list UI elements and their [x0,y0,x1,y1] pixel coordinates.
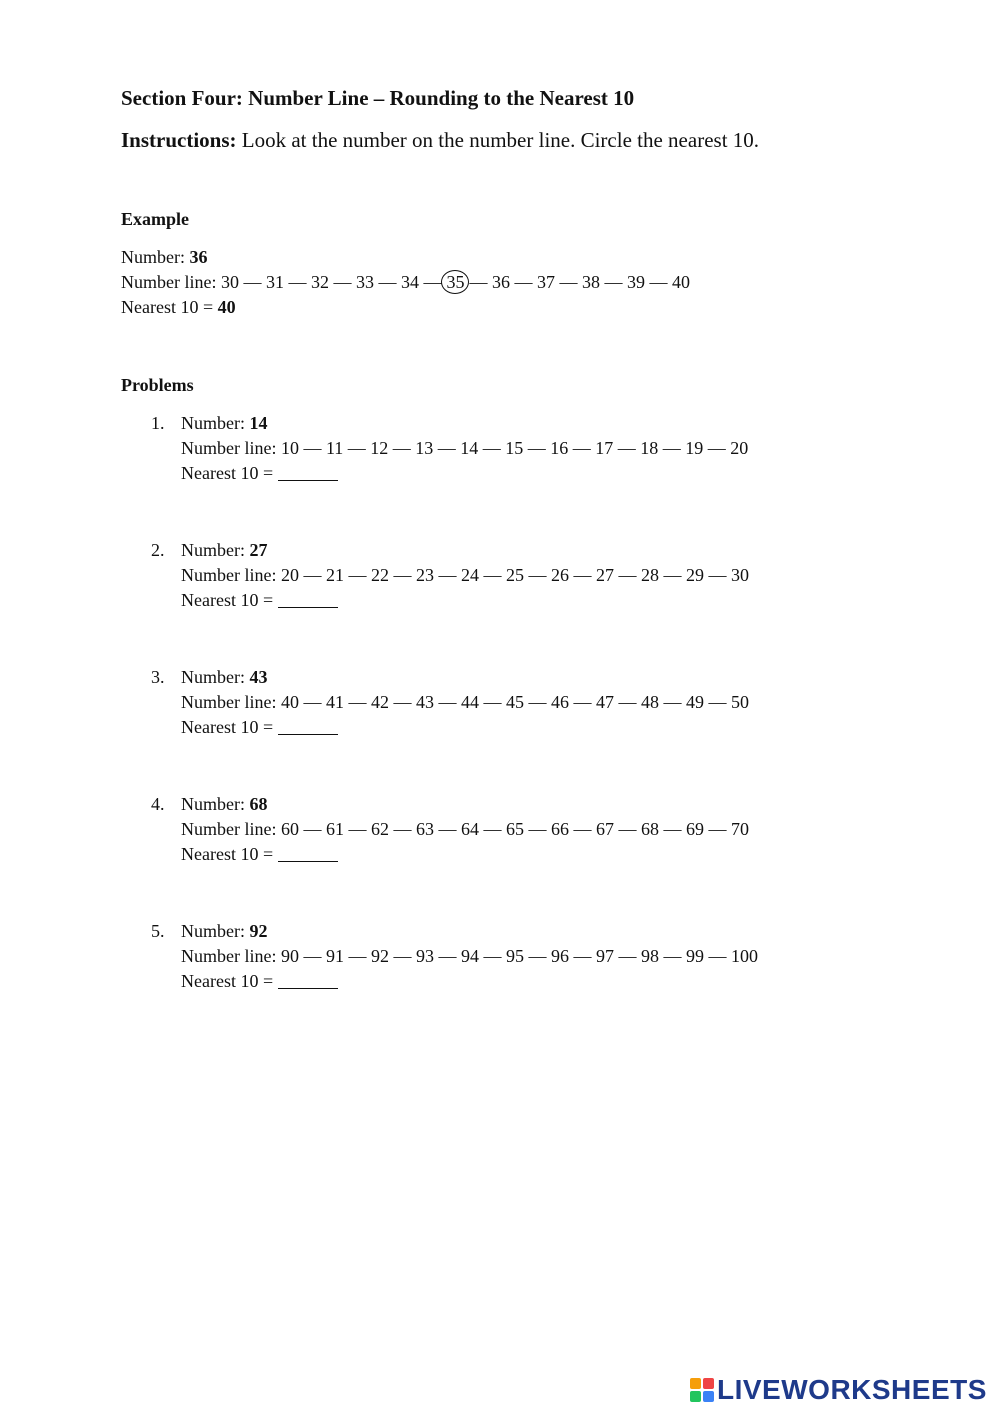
problem-number-value: 14 [249,413,268,433]
problem-number-label: Number: [181,667,250,687]
problem-number-line: Number line: 60 — 61 — 62 — 63 — 64 — 65 — 66 — 67 — 68 — 69 — 70 [181,819,749,839]
logo-grid-icon [690,1378,714,1402]
logo-text: LIVEWORKSHEETS [717,1374,987,1405]
logo-square-1 [690,1378,701,1389]
example-circled-number: 35 [441,270,469,294]
problems-heading: Problems [121,375,194,395]
problem-number-line: Number line: 90 — 91 — 92 — 93 — 94 — 95 — 96 — 97 — 98 — 99 — 100 [181,946,758,966]
section-title: Section Four: Number Line – Rounding to the Nearest 10 [121,86,635,110]
problem-index: 4. [151,794,165,814]
example-nearest-label: Nearest 10 = [121,297,218,317]
problem-number-label: Number: [181,921,250,941]
answer-blank[interactable] [278,845,338,862]
instructions-text: Look at the number on the number line. Circle the nearest 10. [236,128,760,152]
example-nearest [121,295,690,320]
problem-index: 5. [151,921,165,941]
problem-nearest-label: Nearest 10 = [181,590,278,610]
problem-1 [151,411,748,486]
problem-2 [151,538,749,613]
problem-number-line: Number line: 20 — 21 — 22 — 23 — 24 — 25 — 26 — 27 — 28 — 29 — 30 [181,565,749,585]
answer-blank[interactable] [278,464,338,481]
problem-number-label: Number: [181,540,250,560]
example-line-before: 30 — 31 — 32 — 33 — 34 — [220,272,442,292]
example-number-label: Number: [121,247,190,267]
logo-square-4 [703,1391,714,1402]
problem-number-value: 68 [249,794,268,814]
problem-4 [151,792,749,867]
problem-index: 3. [151,667,165,687]
answer-blank[interactable] [278,718,338,735]
example-number-value: 36 [189,247,208,267]
example-number-line-item [121,245,690,270]
liveworksheets-logo [690,1372,987,1408]
problem-number-line: Number line: 40 — 41 — 42 — 43 — 44 — 45 — 46 — 47 — 48 — 49 — 50 [181,692,749,712]
problem-number-value: 92 [249,921,268,941]
problem-number-line: Number line: 10 — 11 — 12 — 13 — 14 — 15 — 16 — 17 — 18 — 19 — 20 [181,438,749,458]
problem-nearest-label: Nearest 10 = [181,717,278,737]
problem-5 [151,919,758,994]
problem-number-value: 27 [249,540,268,560]
problem-nearest-label: Nearest 10 = [181,463,278,483]
problem-number-label: Number: [181,794,250,814]
instructions-label: Instructions: [121,128,237,152]
problem-index: 1. [151,413,165,433]
example-block [121,245,690,320]
example-line-label: Number line: [121,272,221,292]
problem-nearest-label: Nearest 10 = [181,971,278,991]
problem-3 [151,665,749,740]
example-line-after: — 36 — 37 — 38 — 39 — 40 [469,272,690,292]
logo-square-3 [690,1391,701,1402]
example-number-line [121,270,690,295]
problem-number-value: 43 [249,667,268,687]
answer-blank[interactable] [278,591,338,608]
answer-blank[interactable] [278,972,338,989]
problem-number-label: Number: [181,413,250,433]
example-heading: Example [121,209,190,229]
problem-index: 2. [151,540,165,560]
logo-square-2 [703,1378,714,1389]
example-nearest-value: 40 [217,297,236,317]
problem-nearest-label: Nearest 10 = [181,844,278,864]
instructions [121,126,759,154]
